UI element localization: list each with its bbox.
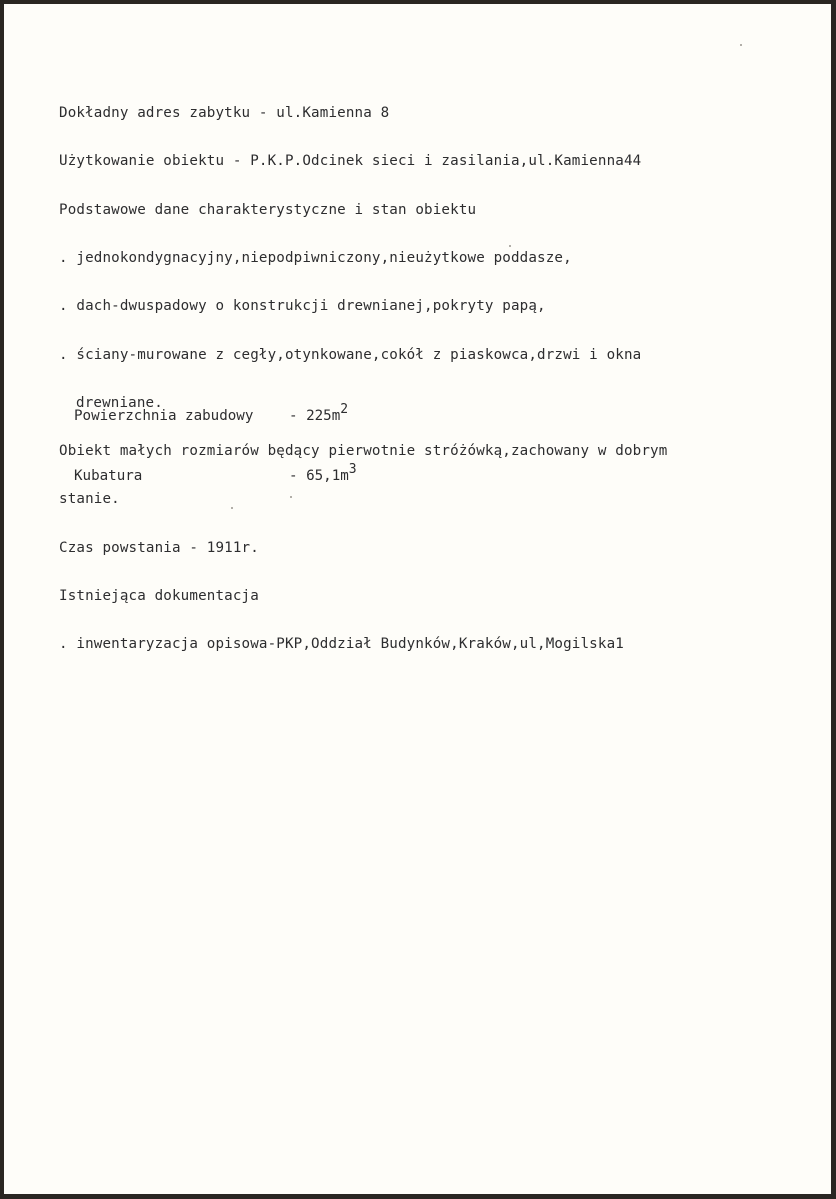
paper-speck [290, 496, 292, 498]
bullet-inventory-documentation: . inwentaryzacja opisowa-PKP,Oddział Budynków,Kraków,ul,Mogilska1 [59, 636, 624, 653]
construction-date-line: Czas powstania - 1911r. [59, 539, 259, 556]
area-value [289, 402, 349, 424]
bullet-storeys: . jednokondygnacyjny,niepodpiwniczony,nieużytkowe poddasze, [59, 250, 572, 267]
volume-label: Kubatura [74, 468, 143, 484]
bullet-walls: . ściany-murowane z cegły,otynkowane,cokół z piaskowca,drzwi i okna [59, 346, 642, 363]
bullet-roof: . dach-dwuspadowy o konstrukcji drewnianej,pokryty papą, [59, 298, 546, 315]
basic-data-heading: Podstawowe dane charakterystyczne i stan obiektu [59, 201, 477, 218]
document-page [4, 4, 831, 1194]
object-usage-line: Użytkowanie obiektu - P.K.P.Odcinek sieci i zasilania,ul.Kamienna44 [59, 153, 642, 170]
object-description-line: Obiekt małych rozmiarów będący pierwotnie stróżówką,zachowany w dobrym [59, 443, 668, 460]
paper-speck [231, 507, 233, 509]
typed-text-block [59, 73, 667, 685]
documentation-heading: Istniejąca dokumentacja [59, 588, 259, 604]
bullet-walls-continuation: drewniane. [76, 394, 163, 411]
volume-value [289, 462, 357, 484]
object-description-continuation: stanie. [59, 491, 120, 508]
monument-address-line: Dokładny adres zabytku - ul.Kamienna 8 [59, 105, 390, 122]
area-unit-exponent: 2 [340, 402, 349, 417]
volume-value-text: - 65,1m [289, 468, 349, 484]
area-value-text: - 225m [289, 408, 341, 424]
volume-row [74, 456, 357, 484]
metrics-block [74, 364, 357, 516]
area-label: Powierzchnia zabudowy [74, 408, 254, 424]
paper-speck [740, 44, 742, 46]
paper-speck [509, 245, 511, 247]
volume-unit-exponent: 3 [348, 462, 357, 477]
